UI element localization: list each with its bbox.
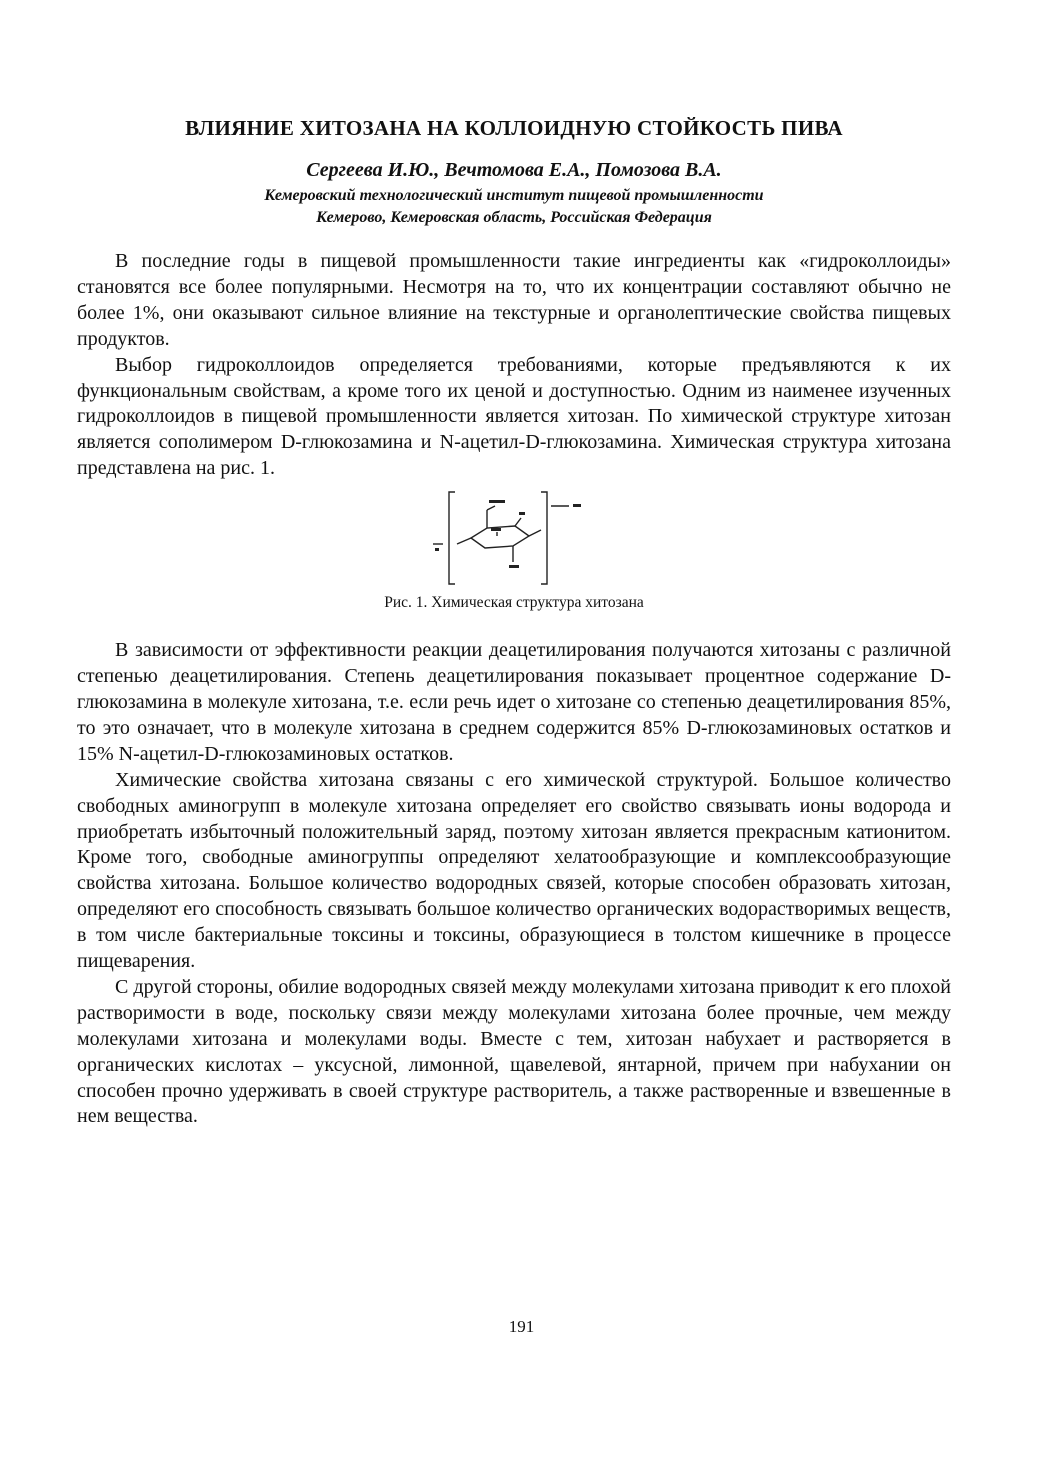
paragraph: С другой стороны, обилие водородных связей между молекулами хитозана приводит к его плохой растворимости в воде, поскольку связи между молекулами хитозана более прочные, чем между молекулами хитозана и молекулами воды. Вместе с тем, хитозан набухает и растворяется в органических кислотах – уксусной, лимонной, щавелевой, янтарной, причем при набухании он способен прочно удерживать в своей структуре растворитель, а также растворенные и взвешенные в нем вещества. <box>77 975 951 1128</box>
right-bracket <box>541 492 547 584</box>
affiliation-location: Кемерово, Кемеровская область, Российская Федерация <box>316 209 712 226</box>
figure-chitosan-structure <box>77 488 951 612</box>
chitosan-structure-diagram <box>429 488 599 588</box>
paragraph: Химические свойства хитозана связаны с его химической структурой. Большое количество свободных аминогрупп в молекуле хитозана определяет его свойство связывать ионы водорода и приобретать избыточный положительный заряд, поэтому хитозан является прекрасным катионитом. Кроме того, свободные аминогруппы определяют хелатообразующие и комплексообразующие свойства хитозана. Большое количество водородных связей, которые способен образовать хитозан, определяют его способность связывать большое количество органических водорастворимых веществ, в том числе бактериальные токсины и токсины, образующиеся в толстом кишечнике в процессе пищеварения. <box>77 768 951 973</box>
paragraph: Выбор гидроколлоидов определяется требованиями, которые предъявляются к их функциональным свойствам, а кроме того их ценой и доступностью. Одним из наименее изученных гидроколлоидов в пищевой промышленности является хитозан. По химической структуре хитозан является сополимером D-глюкозамина и N-ацетил-D-глюкозамина. Химическая структура хитозана представлена на рис. 1. <box>77 353 951 480</box>
article-title: ВЛИЯНИЕ ХИТОЗАНА НА КОЛЛОИДНУЮ СТОЙКОСТЬ ПИВА <box>185 116 843 140</box>
article-body-main <box>77 638 951 1130</box>
article-body-intro <box>77 249 951 482</box>
article-authors: Сергеева И.Ю., Вечтомова Е.А., Помозова В.А. <box>306 159 722 181</box>
page-number: 191 <box>508 1317 535 1336</box>
paragraph: В последние годы в пищевой промышленности такие ингредиенты как «гидроколлоиды» становятся все более популярными. Несмотря на то, что их концентрации составляют обычно не более 1%, они оказывают сильное влияние на текстурные и органолептические свойства пищевых продуктов. <box>77 250 951 350</box>
author-affiliation <box>77 185 951 229</box>
left-bracket <box>449 492 455 584</box>
affiliation-institute: Кемеровский технологический институт пищевой промышленности <box>264 187 764 204</box>
figure-caption: Рис. 1. Химическая структура хитозана <box>384 594 644 612</box>
paragraph: В зависимости от эффективности реакции деацетилирования получаются хитозаны с различной степенью деацетилирования. Степень деацетилирования показывает процентное содержание D-глюкозамина в молекуле хитозана, т.е. если речь идет о хитозане со степенью деацетилирования 85%, то это означает, что в молекуле хитозана в среднем содержится 85% D-глюкозаминовых остатков и 15% N-ацетил-D-глюкозаминовых остатков. <box>77 639 951 765</box>
